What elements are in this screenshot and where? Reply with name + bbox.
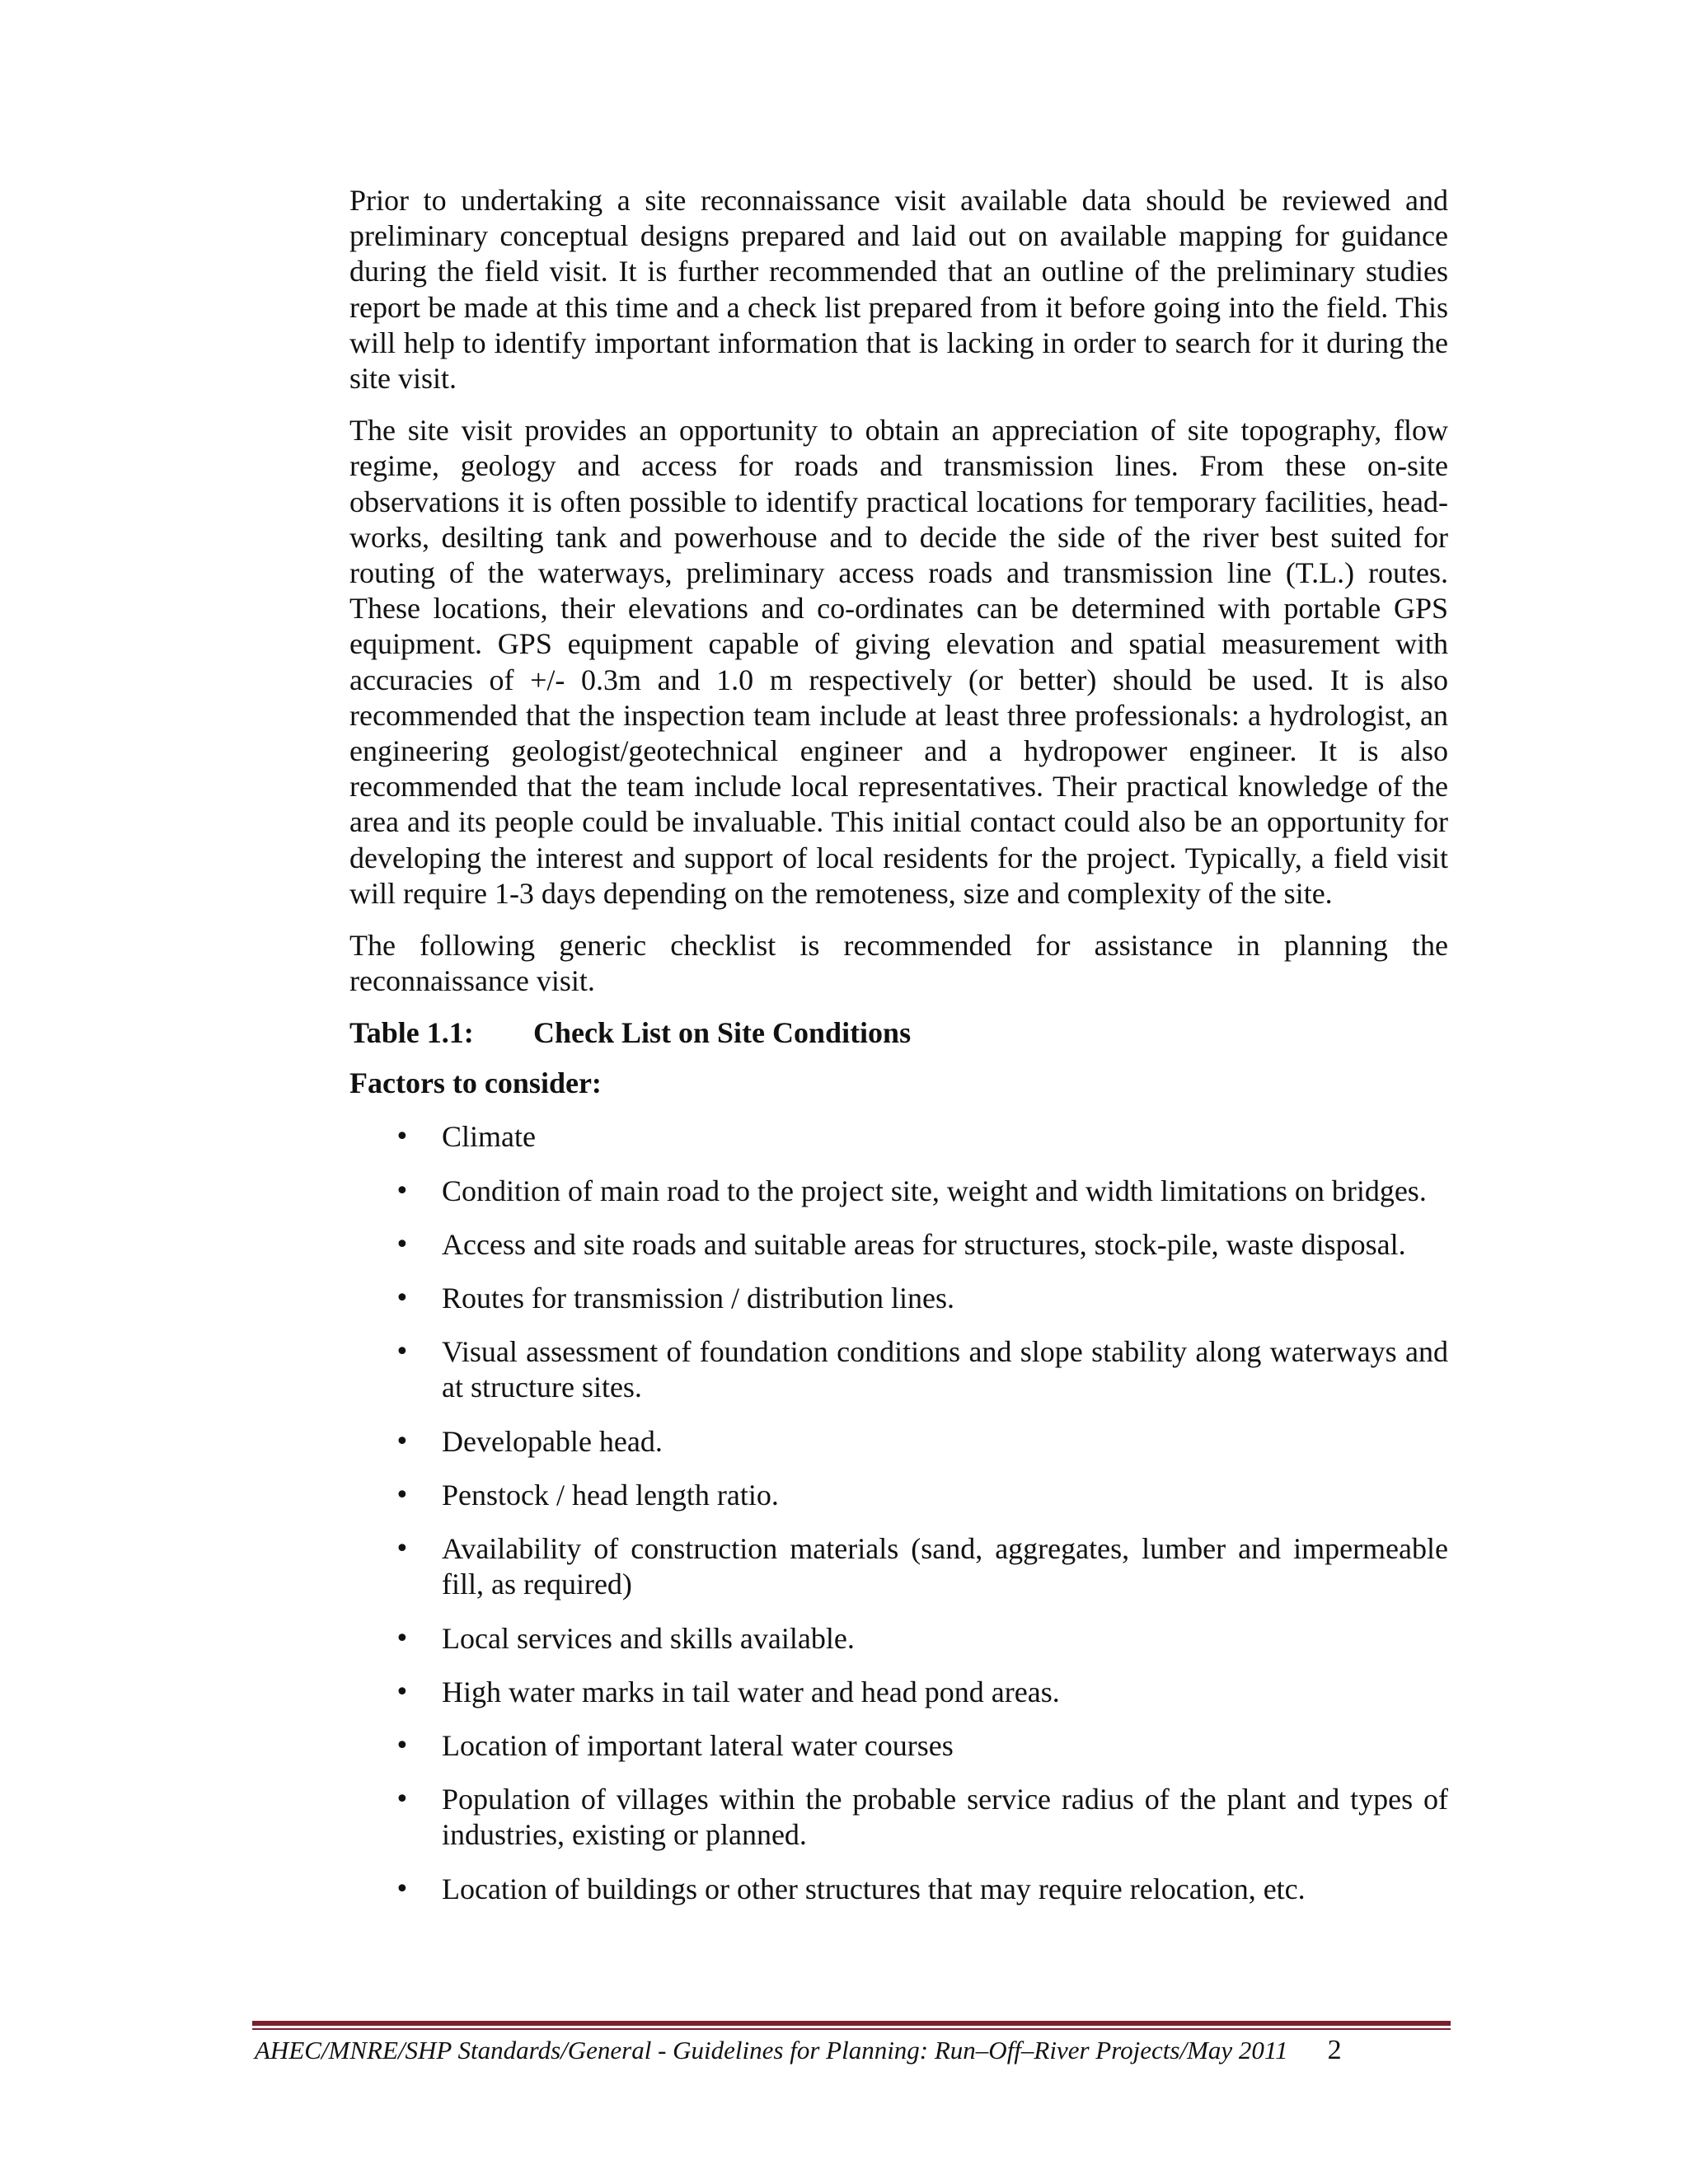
bullet-icon: •: [395, 1176, 410, 1206]
table-title: Check List on Site Conditions: [533, 1016, 912, 1050]
checklist-item-text: High water marks in tail water and head pond areas.: [442, 1675, 1060, 1708]
checklist-item: [349, 1281, 1448, 1316]
bullet-icon: •: [395, 1284, 410, 1314]
checklist-item: [349, 1728, 1448, 1764]
checklist-item: [349, 1531, 1448, 1602]
bullet-icon: •: [395, 1338, 410, 1367]
checklist-item: [349, 1872, 1448, 1907]
checklist-item-text: Visual assessment of foundation conditions and slope stability along waterways and at structure sites.: [442, 1335, 1448, 1404]
checklist-item-text: Climate: [442, 1120, 536, 1154]
checklist-item-text: Developable head.: [442, 1424, 663, 1458]
checklist-item: [349, 1621, 1448, 1657]
bullet-icon: •: [395, 1874, 410, 1904]
paragraph-pre-visit-review: Prior to undertaking a site reconnaissance visit available data should be reviewed and preliminary conceptual designs prepared and laid out on available mapping for guidance during the field visit. It is further recommended that an outline of the preliminary studies report be made at this time and a check list prepared from it before going into the field. This will help to identify important information that is lacking in order to search for it during the site visit.: [349, 184, 1448, 396]
table-number: Table 1.1:: [349, 1016, 474, 1050]
checklist-item-text: Location of important lateral water courses: [442, 1728, 954, 1762]
paragraph-site-visit: The site visit provides an opportunity to obtain an appreciation of site topography, flow regime, geology and access for roads and transmission lines. From these on-site observations it is often possible to identify practical locations for temporary facilities, head-works, desilting tank and powerhouse and to decide the side of the river best suited for routing of the waterways, preliminary access roads and transmission line (T.L.) routes. These locations, their elevations and co-ordinates can be determined with portable GPS equipment. GPS equipment capable of giving elevation and spatial measurement with accuracies of +/- 0.3m and 1.0 m respectively (or better) should be used. It is also recommended that the inspection team include at least three professionals: a hydrologist, an engineering geologist/geotechnical engineer and a hydropower engineer. It is also recommended that the team include local representatives. Their practical knowledge of the area and its people could be invaluable. This initial contact could also be an opportunity for developing the interest and support of local residents for the project. Typically, a field visit will require 1-3 days depending on the remoteness, size and complexity of the site.: [349, 414, 1448, 910]
bullet-icon: •: [395, 1122, 410, 1152]
checklist-item-text: Availability of construction materials (sand, aggregates, lumber and impermeable fill, as required): [442, 1532, 1448, 1601]
bullet-icon: •: [395, 1535, 410, 1564]
bullet-icon: •: [395, 1427, 410, 1456]
footer-rule-thick: [252, 2021, 1451, 2026]
page-content: [349, 183, 1448, 1925]
bullet-icon: •: [395, 1230, 410, 1259]
checklist-item: [349, 1119, 1448, 1155]
bullet-icon: •: [395, 1624, 410, 1653]
checklist-item-text: Location of buildings or other structures that may require relocation, etc.: [442, 1872, 1306, 1905]
checklist-item-text: Routes for transmission / distribution lines.: [442, 1282, 954, 1315]
checklist-item: [349, 1334, 1448, 1405]
checklist-item: [349, 1227, 1448, 1263]
checklist-item: [349, 1675, 1448, 1710]
bullet-icon: •: [395, 1731, 410, 1760]
checklist-item-text: Penstock / head length ratio.: [442, 1478, 779, 1511]
checklist-item-text: Population of villages within the probable service radius of the plant and types of industries, existing or planned.: [442, 1783, 1448, 1852]
page-number: 2: [1327, 2035, 1342, 2065]
checklist-item-text: Access and site roads and suitable areas for structures, stock-pile, waste disposal.: [442, 1227, 1406, 1261]
checklist-item: [349, 1174, 1448, 1209]
checklist-item-text: Local services and skills available.: [442, 1621, 855, 1655]
footer-rule-thin: [252, 2028, 1451, 2030]
factors-checklist: [349, 1119, 1448, 1906]
bullet-icon: •: [395, 1785, 410, 1815]
table-caption: [349, 1015, 1448, 1051]
footer-citation: AHEC/MNRE/SHP Standards/General - Guidelines for Planning: Run–Off–River Projects/May 2011: [255, 2036, 1288, 2064]
factors-heading: Factors to consider:: [349, 1066, 602, 1100]
checklist-item-text: Condition of main road to the project site, weight and width limitations on bridges.: [442, 1174, 1427, 1207]
paragraph-checklist-intro: The following generic checklist is recommended for assistance in planning the reconnaissance visit.: [349, 929, 1448, 998]
bullet-icon: •: [395, 1677, 410, 1707]
checklist-item: [349, 1782, 1448, 1853]
page-footer: [255, 2034, 1442, 2067]
bullet-icon: •: [395, 1480, 410, 1510]
checklist-item: [349, 1478, 1448, 1513]
checklist-item: [349, 1424, 1448, 1460]
